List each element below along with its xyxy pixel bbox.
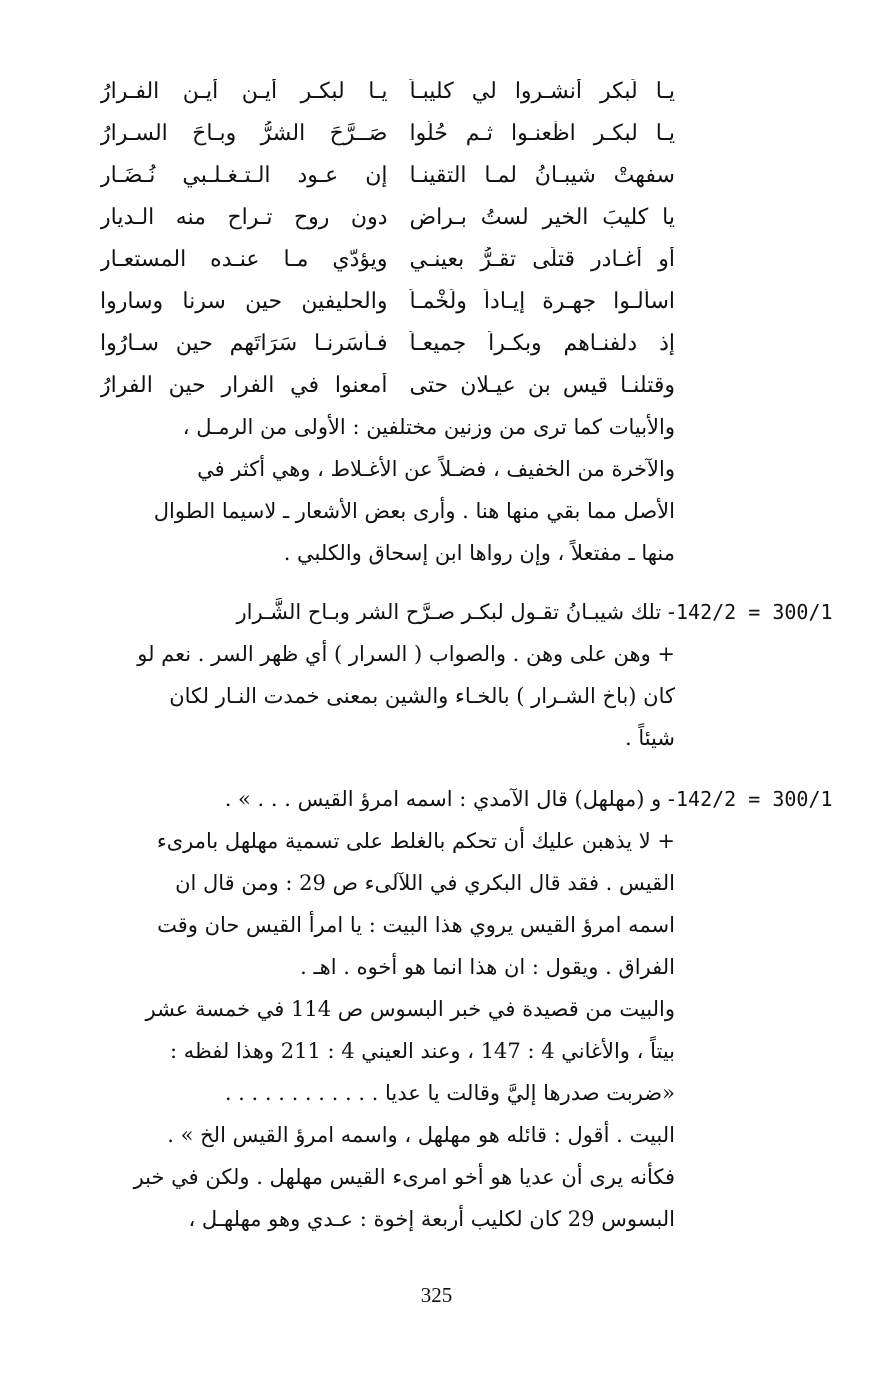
verse-line	[100, 196, 675, 238]
verse-first-hemistich: يا كليبَ الخير لستُ بـراضٍ	[409, 204, 675, 230]
text-line: منها ـ مفتعلاً ، وإن رواها ابن إسحاق والكلبي .	[283, 541, 675, 565]
verse-first-hemistich: سفهتْ شيبـانُ لمـا التقينـا	[409, 162, 675, 188]
verse-first-hemistich: وقتلنـا قيس بن عيـلان حتى	[409, 372, 675, 398]
text-line: والآخرة من الخفيف ، فضـلاً عن الأغـلاط ، وهي أكثر في	[197, 457, 675, 481]
text-line: فكأنه يرى أن عديا هو أخو امرىء القيس مهلهل . ولكن في خبر	[133, 1165, 675, 1189]
verse-second-hemistich: يـا لبكـرٍ أيـن أيـن الفـرارُ	[100, 78, 388, 104]
text-line: شيئاً .	[624, 726, 675, 750]
text-line: والأبيات كما ترى من وزنين مختلفين : الأولى من الرمـل ،	[182, 415, 675, 439]
text-line: «ضربت صدرها إليَّ وقالت يا عديا . . . . . . . . . . . .	[224, 1081, 675, 1105]
verse-second-hemistich: صَــرَّحَ الشرُّ وبـاحَ السـرارُ	[100, 120, 388, 146]
text-line: البيت . أقول : قائله هو مهلهل ، واسمه امرؤ القيس الخ » .	[167, 1123, 675, 1147]
verse-line	[100, 112, 675, 154]
verse-second-hemistich: إن عـود الـتـغـلـبي نُـضَـار	[100, 162, 388, 188]
verse-line	[100, 238, 675, 280]
verse-second-hemistich: فـأسَرنـا سَرَاتَهم حين سـارُوا	[100, 330, 388, 356]
text-line: الأصل مما بقي منها هنا . وأرى بعض الأشعار ـ لاسيما الطوال	[153, 499, 675, 523]
commentary-paragraph	[100, 406, 675, 574]
poem-verses	[100, 70, 675, 406]
verse-second-hemistich: دون روح تـراح منه الـديار	[100, 204, 388, 230]
reference-number: 142/2 = 300/1	[676, 787, 833, 811]
text-line: - تلك شيبـانُ تقـول لبكـر صـرَّح الشر وبـاح الشَّـرار	[236, 600, 675, 624]
page-number: 325	[420, 1283, 453, 1307]
verse-first-hemistich: إذ دلفنـاهم وبكـراً جميعـاً	[409, 330, 675, 356]
text-line: اسمه امرؤ القيس يروي هذا البيت : يا امرأ القيس حان وقت	[157, 913, 675, 937]
text-line: بيتاً ، والأغاني 4 : 147 ، وعند العيني 4 : 211 وهذا لفظه :	[170, 1039, 675, 1063]
text-line: القيس . فقد قال البكري في اللآلىء ص 29 : ومن قال ان	[175, 871, 675, 895]
note-entry	[100, 591, 675, 759]
verse-line	[100, 280, 675, 322]
verse-first-hemistich: اسألـوا جهـرة إيـاداً ولَخْمـاً	[409, 288, 675, 314]
text-line: الفراق . ويقول : ان هذا انما هو أخوه . اهـ .	[300, 955, 675, 979]
reference-number: 142/2 = 300/1	[676, 600, 833, 624]
verse-first-hemistich: يـا لَبكرٍ أنشـروا لي كليبـاً	[409, 78, 675, 104]
verse-second-hemistich: والحليفين حين سرنا وساروا	[100, 288, 388, 314]
verse-line	[100, 322, 675, 364]
text-line: كان (باخ الشـرار ) بالخـاء والشين بمعنى خمدت النـار لكان	[169, 684, 675, 708]
verse-line	[100, 364, 675, 406]
verse-second-hemistich: ويؤدّي مـا عنـده المستعـار	[100, 246, 388, 272]
verse-line	[100, 70, 675, 112]
text-line: البسوس 29 كان لكليب أربعة إخوة : عـدي وهو مهلهـل ،	[188, 1207, 675, 1231]
verse-line	[100, 154, 675, 196]
verse-second-hemistich: أمعنوا في الفرار حين الفرارُ	[100, 372, 388, 398]
text-line: + وهن على وهن . والصواب ( السرار ) أي ظهر السر . نعم لو	[137, 642, 675, 666]
note-entry	[100, 778, 675, 1240]
verse-first-hemistich: يـا لبكـر اظْعنـوا ثـم حُلُّوا	[409, 120, 675, 146]
verse-first-hemistich: أو أغـادر قتلَى تقـرُّ بعينـي	[409, 246, 675, 272]
text-line: + لا يذهبن عليك أن تحكم بالغلط على تسمية مهلهل بامرىء	[156, 829, 675, 853]
text-line: والبيت من قصيدة في خبر البسوس ص 114 في خمسة عشر	[145, 997, 675, 1021]
text-line: - و (مهلهل) قال الآمدي : اسمه امرؤ القيس . . . » .	[224, 787, 675, 811]
